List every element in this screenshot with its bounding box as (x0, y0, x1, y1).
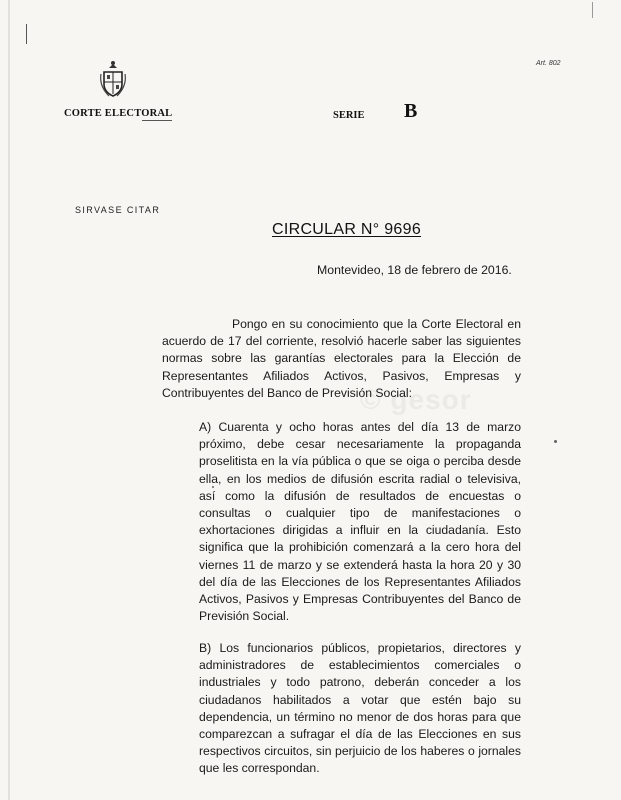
scan-edge (8, 0, 10, 800)
circular-title: CIRCULAR N° 9696 (272, 221, 422, 238)
watermark: © gesor (360, 384, 472, 415)
corner-mark (592, 2, 603, 18)
scan-speck (212, 486, 214, 488)
serie-letter: B (404, 100, 418, 122)
scan-mark (26, 24, 27, 44)
intro-paragraph: Pongo en su conocimiento que la Corte Electoral en acuerdo de 17 del corriente, resolvió hacerle saber las siguientes normas sobre las garantías electorales para la Elección de Representantes Afiliados Activos, Pasivos, Empresas y Contribuyentes del Banco de Previsión Social: (162, 317, 521, 400)
cite-label: SIRVASE CITAR (75, 205, 161, 215)
coat-of-arms-icon (99, 60, 127, 98)
date-line: Montevideo, 18 de febrero de 2016. (317, 263, 512, 277)
issuer-name: CORTE ELECTORAL (64, 108, 173, 119)
serie-label: SERIE (333, 110, 365, 121)
scan-speck (554, 440, 557, 443)
issuer-underline (142, 120, 172, 121)
section-b-paragraph: B) Los funcionarios públicos, propietarios, directores y administradores de establecimientos comerciales o industriales y todo patrono, deberán conceder a los ciudadanos habilitados a votar que estén bajo su dependencia, un término no menor de dos horas para que comparezcan a sufragar el día de las Elecciones en sus respectivos circuitos, sin perjuicio de los haberes o jornales que les correspondan. (199, 641, 521, 776)
article-reference: Art. 802 (536, 60, 561, 67)
section-a-paragraph: A) Cuarenta y ocho horas antes del día 13 de marzo próximo, debe cesar necesariamente la propaganda proselitista en la vía pública o que se oiga o perciba desde ella, en los medios de difusión escrita radial o televisiva, así como la difusión de resultados de encuestas o consultas o cualquier tipo de manifestaciones o exhortaciones dirigidas a influir en la ciudadanía. Esto significa que la prohibición comenzará a la cero hora del viernes 11 de marzo y se extenderá hasta la hora 20 y 30 del día de las Elecciones de los Representantes Afiliados Activos, Pasivos y Empresas Contribuyentes del Banco de Previsión Social. (199, 420, 521, 624)
